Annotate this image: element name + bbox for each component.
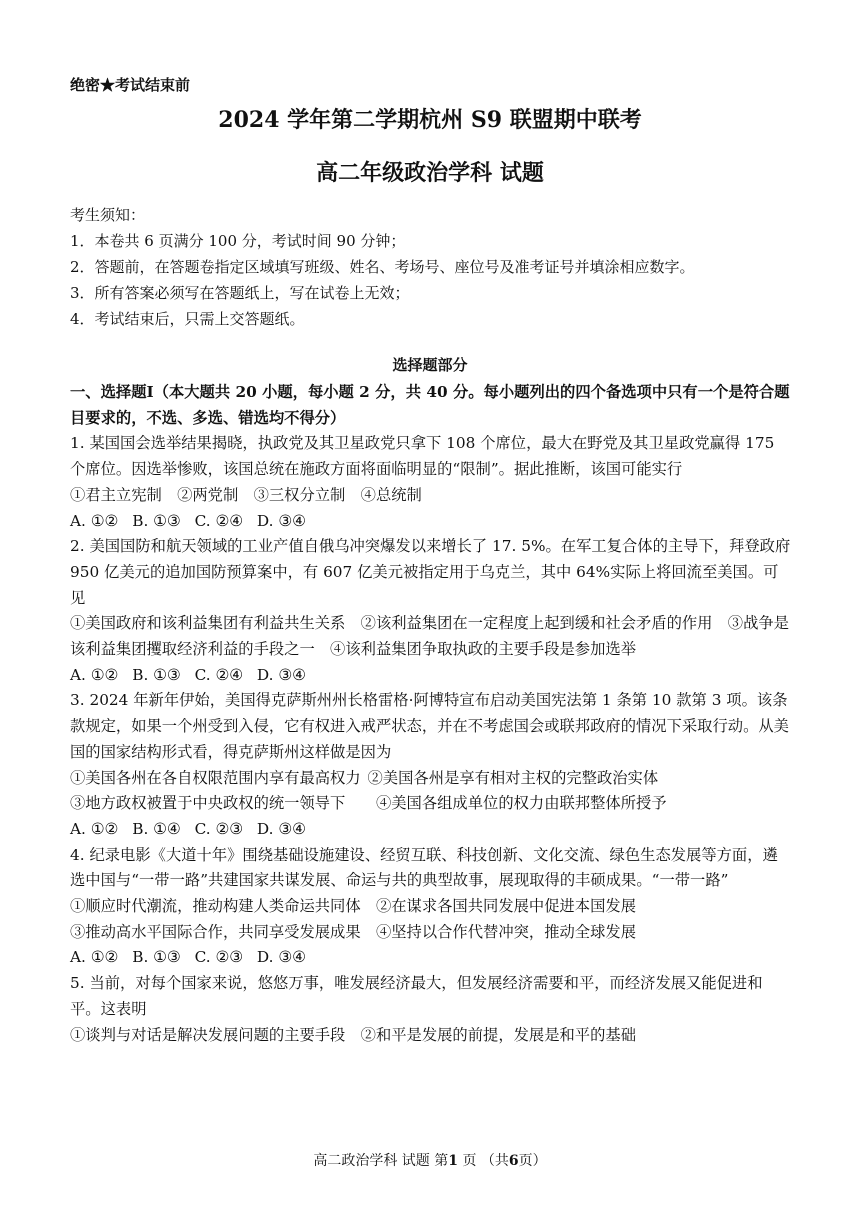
answer-option-a: A. ①② (70, 665, 119, 684)
notice-item: 2．答题前，在答题卷指定区域填写班级、姓名、考场号、座位号及准考证号并填涂相应数字。 (70, 258, 695, 276)
notice-item: 1．本卷共 6 页满分 100 分，考试时间 90 分钟； (70, 232, 406, 250)
candidate-notice (70, 202, 790, 332)
confidential-label: 绝密★考试结束前 (70, 76, 191, 94)
footer-suffix: 页） (518, 1153, 547, 1169)
question-statements: ①君主立宪制 ②两党制 ③三权分立制 ④总统制 (70, 485, 422, 504)
question-1 (70, 431, 792, 534)
question-3 (70, 688, 792, 842)
answer-option-b: B. ①④ (132, 819, 181, 838)
answer-option-c: C. ②③ (194, 948, 243, 967)
question-statements: ③推动高水平国际合作，共同享受发展成果 ④坚持以合作代替冲突，推动全球发展 (70, 922, 636, 941)
question-statements: ①顺应时代潮流，推动构建人类命运共同体 ②在谋求各国共同发展中促进本国发展 (70, 897, 636, 916)
answer-option-c: C. ②③ (194, 819, 243, 838)
notice-item: 3．所有答案必须写在答题纸上，写在试卷上无效； (70, 284, 410, 302)
question-stem: 4. 纪录电影《大道十年》围绕基础设施建设、经贸互联、科技创新、文化交流、绿色生态发展等方面，遴选中国与“一带一路”共建国家共谋发展、命运与共的典型故事，展现取得的丰硕成果。“一带一路” (70, 845, 778, 890)
question-2 (70, 534, 792, 688)
question-stem: 5. 当前，对每个国家来说，悠悠万事，唯发展经济最大，但发展经济需要和平，而经济发展又能促进和平。这表明 (70, 974, 763, 1018)
answer-option-b: B. ①③ (132, 511, 181, 530)
answer-options (70, 663, 792, 689)
answer-option-d: D. ③④ (256, 819, 306, 838)
answer-options (70, 509, 792, 535)
question-statements: ③地方政权被置于中央政权的统一领导下 ④美国各组成单位的权力由联邦整体所授予 (70, 794, 667, 813)
exam-subtitle: 高二年级政治学科 试题 (316, 160, 544, 186)
answer-option-a: A. ①② (70, 948, 119, 967)
question-5 (70, 971, 792, 1048)
section-title: 选择题部分 (392, 356, 468, 374)
footer-total-pages: 6 (508, 1153, 519, 1169)
answer-option-c: C. ②④ (194, 665, 243, 684)
answer-options (70, 817, 792, 843)
footer-page-number: 1 (448, 1153, 458, 1169)
page-footer (0, 1150, 860, 1170)
answer-option-a: A. ①② (70, 511, 119, 530)
answer-option-c: C. ②④ (194, 511, 243, 530)
notice-heading: 考生须知： (70, 206, 146, 224)
question-stem: 2. 美国国防和航天领域的工业产值自俄乌冲突爆发以来增长了 17. 5%。在军工复合体的主导下，拜登政府 950 亿美元的追加国防预算案中，有 607 亿美元被指定用于乌克兰，其中 64%实际上将回流至美国。可见 (70, 537, 791, 607)
answer-options (70, 945, 792, 971)
footer-middle: 页 （共 (458, 1153, 509, 1169)
question-stem: 3. 2024 年新年伊始，美国得克萨斯州州长格雷格·阿博特宣布启动美国宪法第 1 条第 10 款第 3 项。该条款规定，如果一个州受到入侵，它有权进入戒严状态，并在不考虑国会或联邦政府的情况下采取行动。从美国的国家结构形式看，得克萨斯州这样做是因为 (70, 691, 789, 761)
part-heading: 一、选择题Ⅰ（本大题共 20 小题，每小题 2 分，共 40 分。每小题列出的四个备选项中只有一个是符合题目要求的，不选、多选、错选均不得分） (70, 383, 790, 427)
footer-prefix: 高二政治学科 试题 第 (313, 1153, 449, 1169)
answer-option-d: D. ③④ (256, 511, 306, 530)
question-4 (70, 843, 792, 972)
notice-item: 4．考试结束后，只需上交答题纸。 (70, 310, 305, 328)
exam-title: 2024 学年第二学期杭州 S9 联盟期中联考 (218, 107, 642, 133)
question-statements: ①美国各州在各自权限范围内享有最高权力 ②美国各州是享有相对主权的完整政治实体 (70, 768, 659, 787)
question-statements: ①谈判与对话是解决发展问题的主要手段 ②和平是发展的前提，发展是和平的基础 (70, 1025, 636, 1044)
answer-option-b: B. ①③ (132, 665, 181, 684)
question-statements: ①美国政府和该利益集团有利益共生关系 ②该利益集团在一定程度上起到缓和社会矛盾的作用 ③战争是该利益集团攫取经济利益的手段之一 ④该利益集团争取执政的主要手段是参加选举 (70, 614, 789, 659)
answer-option-d: D. ③④ (256, 665, 306, 684)
answer-option-a: A. ①② (70, 819, 119, 838)
answer-option-d: D. ③④ (256, 948, 306, 967)
question-area (70, 380, 792, 1048)
answer-option-b: B. ①③ (132, 948, 181, 967)
question-stem: 1. 某国国会选举结果揭晓，执政党及其卫星政党只拿下 108 个席位，最大在野党及其卫星政党赢得 175 个席位。因选举惨败，该国总统在施政方面将面临明显的“限制”。据此推断，该国可能实行 (70, 434, 775, 479)
